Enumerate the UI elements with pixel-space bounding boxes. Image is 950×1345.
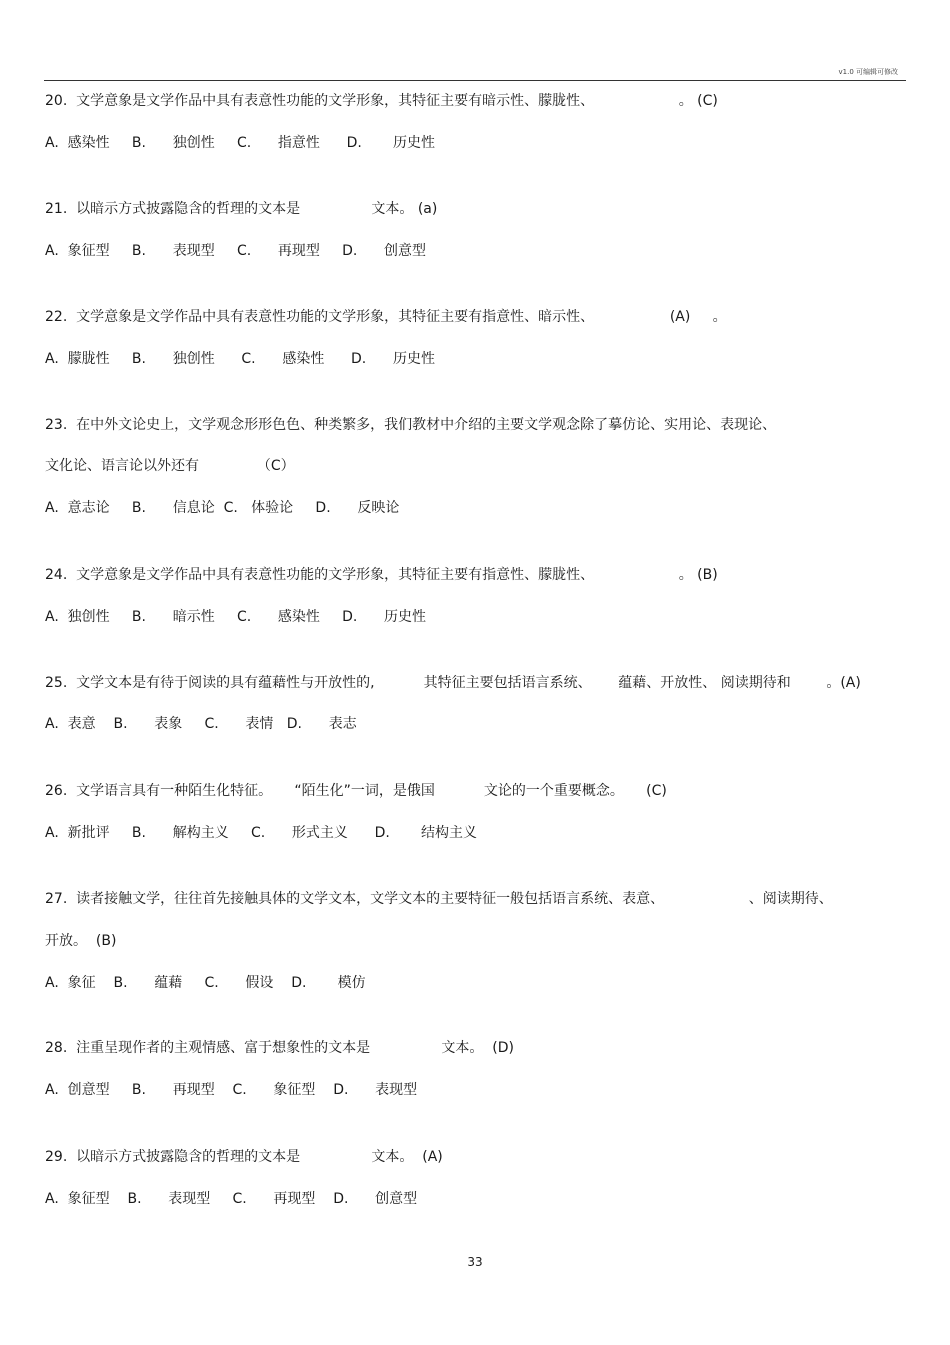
q20-stem: 20. 文学意象是文学作品中具有表意性功能的文学形象，其特征主要有暗示性、朦胧性、 。 (C) (45, 93, 718, 109)
q28-stem: 28. 注重呈现作者的主观情感、富于想象性的文本是 文本。 (D) (45, 1040, 514, 1056)
q25-stem: 25. 文学文本是有待于阅读的具有蕴藉性与开放性的, 其特征主要包括语言系统、 蕴藉、开放性、 阅读期待和 。(A) (45, 675, 861, 691)
q29-stem: 29. 以暗示方式披露隐含的哲理的文本是 文本。 (A) (45, 1149, 443, 1165)
q21-options: A. 象征型 B. 表现型 C. 再现型 D. 创意型 (45, 243, 427, 259)
q27-stem: 27. 读者接触文学，往往首先接触具体的文学文本，文学文本的主要特征一般包括语言系统、表意、 、阅读期待、 (45, 891, 833, 907)
page-number: 33 (467, 1255, 483, 1269)
header-note: v1.0 可编辑可修改 (838, 68, 898, 76)
q27-stem-cont: 开放。 (B) (45, 933, 117, 949)
header-rule (44, 80, 906, 81)
q26-options: A. 新批评 B. 解构主义 C. 形式主义 D. 结构主义 (45, 825, 477, 841)
q23-stem-cont: 文化论、语言论以外还有 （C） (45, 458, 295, 474)
q23-stem: 23. 在中外文论史上，文学观念形形色色、种类繁多，我们教材中介绍的主要文学观念除了摹仿论、实用论、表现论、 (45, 417, 777, 433)
q29-options: A. 象征型 B. 表现型 C. 再现型 D. 创意型 (45, 1191, 418, 1207)
q26-stem: 26. 文学语言具有一种陌生化特征。 “陌生化”一词，是俄国 文论的一个重要概念。 (C) (45, 783, 667, 799)
q24-options: A. 独创性 B. 暗示性 C. 感染性 D. 历史性 (45, 609, 427, 625)
q24-stem: 24. 文学意象是文学作品中具有表意性功能的文学形象，其特征主要有指意性、朦胧性、 。 (B) (45, 567, 718, 583)
q20-options: A. 感染性 B. 独创性 C. 指意性 D. 历史性 (45, 135, 435, 151)
q25-options: A. 表意 B. 表象 C. 表情 D. 表志 (45, 716, 357, 732)
q28-options: A. 创意型 B. 再现型 C. 象征型 D. 表现型 (45, 1082, 418, 1098)
q27-options: A. 象征 B. 蕴藉 C. 假设 D. 模仿 (45, 975, 366, 991)
q22-options: A. 朦胧性 B. 独创性 C. 感染性 D. 历史性 (45, 351, 435, 367)
q22-stem: 22. 文学意象是文学作品中具有表意性功能的文学形象，其特征主要有指意性、暗示性、 (A) 。 (45, 309, 727, 325)
q21-stem: 21. 以暗示方式披露隐含的哲理的文本是 文本。 (a) (45, 201, 438, 217)
q23-options: A. 意志论 B. 信息论 C. 体验论 D. 反映论 (45, 500, 400, 516)
